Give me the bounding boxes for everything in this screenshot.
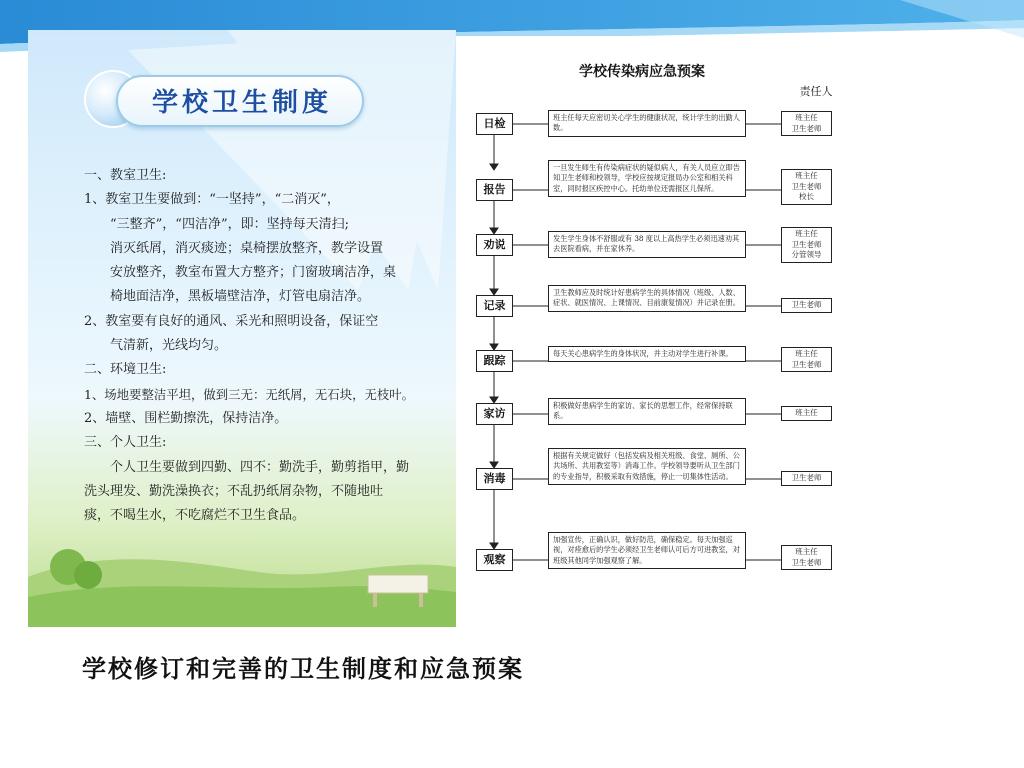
responsible-header: 责任人 — [799, 85, 833, 98]
poster-line: “三整齐”，“四洁净”，即：坚持每天清扫; — [110, 216, 349, 232]
poster-title: 学校卫生制度 — [151, 88, 332, 118]
slide-caption: 学校修订和完善的卫生制度和应急预案 — [82, 654, 524, 683]
stage-box: 跟踪 — [476, 350, 513, 372]
poster-line: 1、场地要整洁平坦，做到三无：无纸屑，无石块，无枝叶。 — [84, 386, 415, 402]
stage-box: 记录 — [476, 295, 513, 317]
stage-description: 根据有关规定做好（包括发病及相关班级、食堂、厕所、公共场所、共用教室等）消毒工作。学校领导要听从卫生部门的专业指导，积极采取有效措施，停止一切集体性活动。 — [548, 448, 746, 485]
poster-line: 1、教室卫生要做到：“一坚持”，“二消灭”， — [84, 192, 340, 208]
responsible-box: 班主任 卫生老师 — [781, 347, 832, 372]
poster-line: 三、个人卫生: — [84, 435, 167, 451]
stage-description: 一旦发生师生有传染病症状的疑似病人，有关人员应立即告知卫生老师和校领导，学校应按规定报局办公室和相关科室，同时报区疾控中心。托幼单位还需报区儿保所。 — [548, 160, 746, 197]
meadow-illustration — [28, 517, 456, 627]
responsible-box: 班主任 卫生老师 — [781, 545, 832, 570]
stage-box: 日检 — [476, 113, 513, 135]
stage-box: 观察 — [476, 549, 513, 571]
responsible-box: 班主任 卫生老师 分管领导 — [781, 227, 832, 263]
stage-description: 班主任每天应密切关心学生的健康状况，统计学生的出勤人数。 — [548, 110, 746, 137]
stage-box: 劝说 — [476, 234, 513, 256]
responsible-box: 卫生老师 — [781, 298, 832, 313]
poster-line: 一、教室卫生: — [84, 168, 167, 183]
responsible-box: 卫生老师 — [781, 471, 832, 486]
stage-description: 加强宣传，正确认识，做好防范，确保稳定。每天加强巡视，对痊愈后的学生必须经卫生老师认可后方可进教室，对班级其他同学加强观察了解。 — [548, 532, 746, 569]
stage-box: 家访 — [476, 403, 513, 425]
flowchart-title: 学校传染病应急预案 — [579, 64, 705, 80]
stage-description: 每天关心患病学生的身体状况，并主动对学生进行补课。 — [548, 346, 746, 362]
stage-description: 积极做好患病学生的家访、家长的思想工作，经常保持联系。 — [548, 398, 746, 425]
poster-line: 椅地面洁净，黑板墙壁洁净，灯管电扇洁净。 — [110, 289, 371, 305]
poster-line: 2、教室要有良好的通风、采光和照明设备，保证空 — [84, 313, 379, 329]
emergency-plan-flowchart — [456, 36, 888, 603]
poster-line: 安放整齐，教室布置大方整齐；门窗玻璃洁净，桌 — [110, 265, 397, 281]
poster-line: 消灭纸屑，消灭痰迹；桌椅摆放整齐，教学设置 — [110, 240, 384, 256]
poster-line: 气清新，光线均匀。 — [110, 338, 228, 354]
poster-line: 2、墙壁、围栏勤擦洗，保持洁净。 — [84, 410, 288, 426]
stage-description: 发生学生身体不舒服或有 38 度以上高热学生必须迅速劝其去医院看病，并在家休养。 — [548, 231, 746, 258]
stage-box: 消毒 — [476, 468, 513, 490]
poster-line: 二、环境卫生: — [84, 362, 167, 378]
poster-line: 痰，不喝生水，不吃腐烂不卫生食品。 — [84, 508, 306, 524]
stage-box: 报告 — [476, 179, 513, 201]
responsible-box: 班主任 卫生老师 校长 — [781, 169, 832, 205]
responsible-box: 班主任 — [781, 406, 832, 421]
poster-body — [84, 164, 428, 528]
stage-description: 卫生教师应及时统计好患病学生的具体情况（班级、人数、症状、就医情况、上课情况、目前康复情况）并记录在册。 — [548, 285, 746, 312]
hygiene-poster — [28, 30, 456, 627]
responsible-box: 班主任 卫生老师 — [781, 111, 832, 136]
poster-line: 个人卫生要做到四勤、四不：勤洗手，勤剪指甲，勤 — [110, 459, 410, 475]
poster-line: 洗头理发、勤洗澡换衣；不乱扔纸屑杂物，不随地吐 — [84, 483, 384, 499]
